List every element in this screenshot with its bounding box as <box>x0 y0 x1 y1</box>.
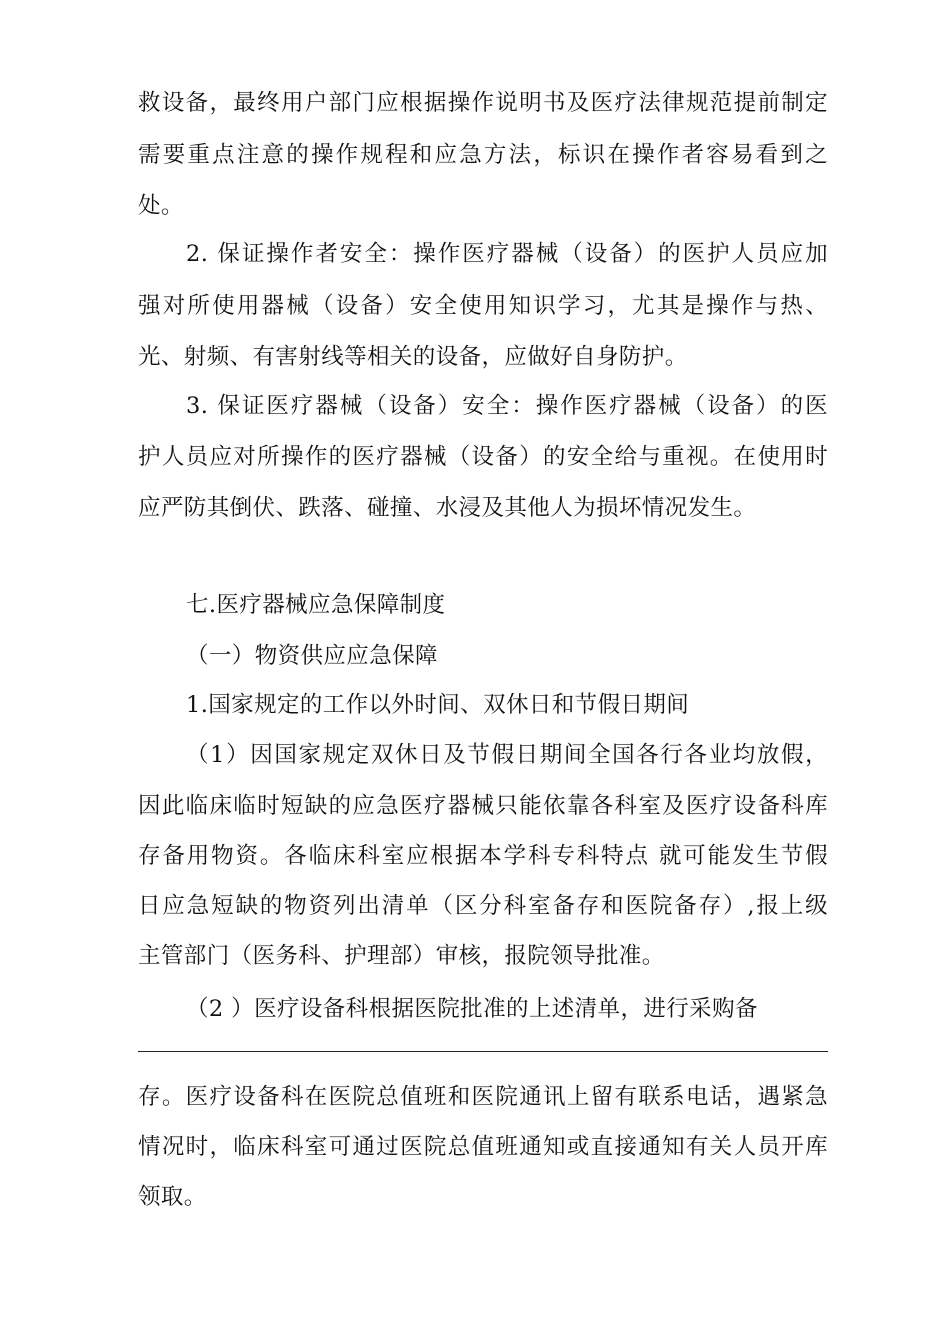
clause-1-line-1: （1）因国家规定双休日及节假日期间全国各行各业均放假， <box>186 742 828 768</box>
item-2-line-1: 2. 保证操作者安全：操作医疗器械（设备）的医护人员应加 <box>186 241 828 267</box>
section-heading: 七.医疗器械应急保障制度 <box>186 592 446 618</box>
page-divider <box>138 1051 828 1052</box>
item-2-line-2: 强对所使用器械（设备）安全使用知识学习，尤其是操作与热、 <box>138 293 828 319</box>
clause-1-line-3: 存备用物资。各临床科室应根据本学科专科特点 就可能发生节假 <box>138 843 828 869</box>
item-2-line-3: 光、射频、有害射线等相关的设备，应做好自身防护。 <box>138 344 688 370</box>
continued-line-2: 情况时，临床科室可通过医院总值班通知或直接通知有关人员开库 <box>138 1134 828 1160</box>
clause-1-line-2: 因此临床临时短缺的应急医疗器械只能依靠各科室及医疗设备科库 <box>138 793 828 819</box>
clause-1-line-4: 日应急短缺的物资列出清单（区分科室备存和医院备存）,报上级 <box>138 893 828 919</box>
item-3-line-3: 应严防其倒伏、跌落、碰撞、水浸及其他人为损坏情况发生。 <box>138 495 757 521</box>
item-3-line-1: 3. 保证医疗器械（设备）安全：操作医疗器械（设备）的医 <box>186 393 828 419</box>
top-paragraph-line-2: 需要重点注意的操作规程和应急方法，标识在操作者容易看到之 <box>138 142 828 168</box>
continued-line-1: 存。医疗设备科在医院总值班和医院通讯上留有联系电话，遇紧急 <box>138 1084 828 1110</box>
clause-2-line-1: （2 ）医疗设备科根据医院批准的上述清单，进行采购备 <box>186 996 758 1022</box>
item-3-line-2: 护人员应对所操作的医疗器械（设备）的安全给与重视。在使用时 <box>138 444 828 470</box>
top-paragraph-line-1: 救设备，最终用户部门应根据操作说明书及医疗法律规范提前制定 <box>138 90 828 116</box>
clause-1-line-5: 主管部门（医务科、护理部）审核，报院领导批准。 <box>138 943 665 969</box>
top-paragraph-line-3: 处。 <box>138 193 184 219</box>
continued-line-3: 领取。 <box>138 1184 207 1210</box>
item-1-title: 1.国家规定的工作以外时间、双休日和节假日期间 <box>186 692 690 718</box>
section-subheading: （一）物资供应应急保障 <box>186 643 438 669</box>
